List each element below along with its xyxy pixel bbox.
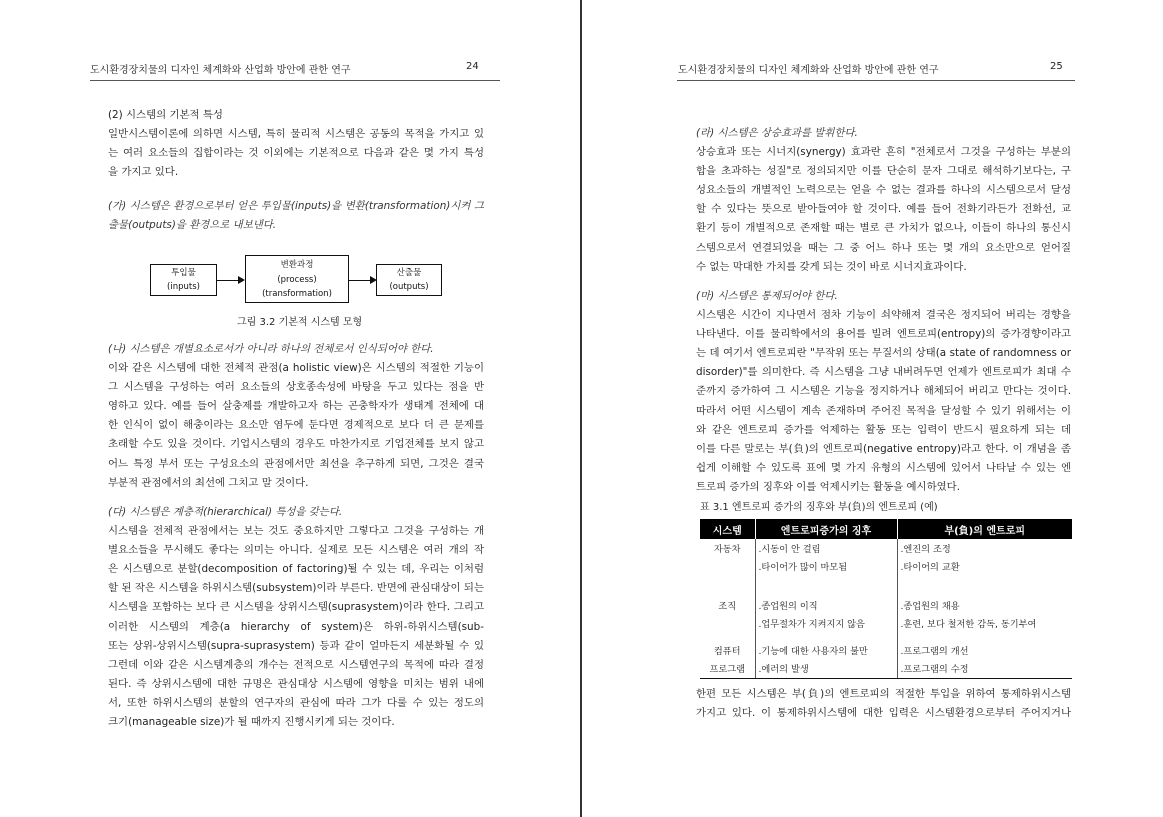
- page-number-left: 24: [466, 61, 479, 72]
- header-rule-right: [677, 80, 1075, 81]
- process-label: 변환과정: [280, 260, 314, 270]
- input-box: [150, 264, 217, 296]
- subsection-da: [108, 503, 484, 732]
- arrow-line: [349, 280, 371, 281]
- text-line: 그런데 이와 같은 시스템계층의 개수는 전적으로 시스템연구의 목적에 따라 결정: [108, 658, 484, 671]
- text-line: 일반시스템이론에 의하면 시스템, 특히 물리적 시스템은 공동의 목적을 가지고 있: [108, 128, 484, 141]
- text-line: 이러한 시스템의 계층(a hierarchy of system)은 하위-하위시스템(sub-: [108, 620, 484, 633]
- subsection-ma: [696, 287, 1071, 497]
- text-line: 성요소들의 개별적인 노력으로는 얻을 수 없는 결과를 하나의 시스템으로서 달성: [696, 184, 1071, 197]
- text-line: 시스템은 시간이 지나면서 점차 기능이 쇠약해져 결국은 정지되어 버리는 경향을: [696, 309, 1071, 322]
- text-line: 서, 또한 하위시스템의 분할의 연구자의 관심에 따라 그가 다룰 수 있는 정도의: [108, 696, 484, 709]
- table-cell-system: [700, 586, 755, 633]
- cell-text: .프로그램의 개선: [900, 646, 969, 657]
- section-block: [108, 106, 484, 182]
- text-line: 은 시스템으로 분할(decomposition of factoring)될 수 있는 데, 우리는 이처럼: [108, 563, 484, 576]
- table-row: [700, 586, 1072, 633]
- text-line: 할 된 작은 시스템을 하위시스템(subsystem)이라 부른다. 반면에 관심대상이 되는: [108, 582, 484, 595]
- cell-text: 조직: [718, 601, 737, 612]
- process-box: [245, 255, 349, 303]
- cell-text: .훈련, 보다 철저한 감독, 동기부여: [900, 618, 1037, 630]
- subsection-ra-title: (라) 시스템은 상승효과를 발휘한다.: [696, 127, 858, 139]
- process-sub-label: (process): [277, 274, 317, 285]
- running-head-left: 도시환경장치물의 디자인 체계화와 산업화 방안에 관한 연구: [90, 65, 351, 76]
- text-line: 나타낸다. 이를 물리학에서의 용어를 빌려 엔트로피(entropy)의 증가경향이라고: [696, 328, 1071, 341]
- subsection-na-title: (나) 시스템은 개별요소로서가 아니라 하나의 전체로서 인식되어야 한다.: [108, 343, 434, 355]
- text-line: 상승효과 또는 시너지(synergy) 효과란 흔히 "전체로서 그것을 구성하는 부분의: [696, 146, 1071, 159]
- table-cell-remedies: [897, 633, 1072, 679]
- subsection-ma-title: (마) 시스템은 통제되어야 한다.: [696, 290, 838, 302]
- header-rule-left: [90, 80, 500, 81]
- table-row: [700, 539, 1072, 586]
- text-line: 크기(manageable size)가 될 때까지 진행시키게 되는 것이다.: [108, 716, 395, 729]
- table-header-symptoms: 엔트로피증가의 징후: [755, 519, 897, 539]
- text-line: 이를 다른 말로는 부(負)의 엔트로피(negative entropy)라고 한다. 이 개념을 좀: [696, 442, 1071, 455]
- text-line: 출물(outputs)을 환경으로 내보낸다.: [108, 219, 277, 232]
- left-page: [0, 0, 581, 817]
- transformation-label: (transformation): [262, 289, 332, 299]
- text-line: (가) 시스템은 환경으로부터 얻은 투입물(inputs)을 변환(transformation)시켜 그: [108, 200, 484, 212]
- table-cell-symptoms: [755, 539, 897, 586]
- text-line: 부분적 관점에서의 최선에 그치고 말 것이다.: [108, 476, 309, 489]
- text-line: 는 데 여기서 엔트로피란 "무작위 또는 무질서의 상태(a state of randomness or: [696, 347, 1071, 360]
- cell-text: .타이어가 많이 마모됨: [758, 561, 848, 573]
- text-line: 시스템을 포함하는 보다 큰 시스템을 상위시스템(suprasystem)이라 한다. 그리고: [108, 601, 484, 614]
- text-line: 한편 모든 시스템은 부(負)의 엔트로피의 적절한 투입을 위하여 통제하위시스템: [696, 688, 1071, 700]
- cell-text: 컴퓨터: [713, 646, 741, 657]
- closing-paragraph: [696, 685, 1071, 723]
- cell-text: 자동차: [713, 544, 741, 555]
- page-spine: [580, 0, 582, 817]
- text-line: 는 여러 요소들의 집합이라는 것 이외에는 기본적으로 다음과 같은 몇 가지 특성: [108, 147, 484, 160]
- text-line: 따라서 어떤 시스템이 계속 존재하며 주어진 목적을 달성할 수 있기 위해서는 이: [696, 404, 1071, 417]
- table-cell-system: [700, 539, 755, 586]
- text-line: 스템으로서 연결되었을 때는 그 중 어느 하나 또는 몇 개의 요소만으로 얻어질: [696, 241, 1071, 254]
- figure-caption: 그림 3.2 기본적 시스템 모형: [237, 317, 363, 328]
- text-line: 이와 같은 시스템에 대한 전체적 관점(a holistic view)은 시스템의 적절한 기능이: [108, 362, 484, 375]
- text-line: 준까지 증가하여 그 시스템은 기능을 정지하거나 해체되어 버리고 만다는 것이다.: [696, 385, 1071, 398]
- table-caption: 표 3.1 엔트로피 증가의 징후와 부(負)의 엔트로피 (예): [700, 502, 938, 513]
- table-cell-symptoms: [755, 586, 897, 633]
- text-line: 별요소들을 무시해도 좋다는 의미는 아니다. 실제로 모든 시스템은 여러 개의 작: [108, 544, 484, 557]
- text-line: 또는 상위-상위시스템(supra-suprasystem) 등과 같이 얼마든지 세분화될 수 있: [108, 639, 484, 652]
- input-sub-label: (inputs): [167, 282, 200, 292]
- subsection-na: [108, 340, 484, 493]
- text-line: 된다. 즉 상위시스템에 대한 규명은 관심대상 시스템에 영향을 미치는 범위 내에: [108, 677, 484, 690]
- arrow-line: [217, 280, 239, 281]
- cell-text: .시동이 안 걸림: [758, 544, 821, 555]
- text-line: 환기 등이 개별적으로 존재할 때는 별로 큰 가치가 없으나, 이들이 하나의 통신시: [696, 222, 1071, 235]
- table-header-row: [700, 519, 1072, 539]
- text-line: 그 시스템을 구성하는 여러 요소들의 상호종속성에 바탕을 두고 있다는 점을 반: [108, 381, 484, 394]
- table-cell-remedies: [897, 586, 1072, 633]
- text-line: 합을 초과하는 성질"로 정의되지만 이를 단순히 문자 그대로 해석하기보다는, 구: [696, 165, 1071, 178]
- text-line: 수 없는 막대한 가치를 갖게 되는 것이 바로 시너지효과이다.: [696, 260, 967, 273]
- text-line: disorder)"를 의미한다. 즉 시스템을 그냥 내버려두면 언제가 엔트로피가 최대 수: [696, 366, 1071, 379]
- text-line: 트로피 증가의 징후와 이를 억제시키는 활동을 예시하였다.: [696, 480, 961, 493]
- text-line: 할 수 있다는 뜻으로 받아들여야 할 것이다. 예를 들어 전화기라든가 전화선, 교: [696, 203, 1071, 216]
- text-line: 한 인식이 없이 해충이라는 요소만 염두에 둔다면 경제적으로 보다 더 큰 문제를: [108, 419, 484, 432]
- section-title: (2) 시스템의 기본적 특성: [108, 109, 223, 121]
- table-cell-system: [700, 633, 755, 679]
- arrow-right-icon: [238, 276, 245, 284]
- subsection-ga-title: [108, 197, 484, 235]
- text-line: 초래할 수도 있을 것이다. 기업시스템의 경우도 마찬가지로 기업전체를 보지 않고: [108, 438, 484, 451]
- cell-text: .업무절차가 지켜지지 않음: [758, 618, 865, 630]
- output-box: [376, 264, 442, 296]
- cell-text: .종업원의 이직: [758, 601, 818, 612]
- subsection-ra: [696, 124, 1071, 277]
- text-line: 시스템을 전체적 관점에서는 보는 것도 중요하지만 그렇다고 그것을 구성하는 개: [108, 525, 484, 538]
- cell-text: 프로그램: [709, 663, 745, 675]
- table-cell-symptoms: [755, 633, 897, 679]
- subsection-da-title: (다) 시스템은 계층적(hierarchical) 특성을 갖는다.: [108, 506, 343, 518]
- cell-text: .프로그램의 수정: [900, 663, 969, 675]
- entropy-table: [700, 519, 1072, 679]
- output-sub-label: (outputs): [389, 282, 429, 292]
- text-line: 어느 특정 부서 또는 구성요소의 관점에서만 최선을 추구하게 되면, 그것은 결국: [108, 457, 484, 470]
- cell-text: .타이어의 교환: [900, 561, 960, 573]
- output-label: 산출물: [396, 268, 422, 278]
- page-number-right: 25: [1050, 61, 1063, 72]
- cell-text: .기능에 대한 사용자의 불만: [758, 646, 868, 657]
- cell-text: .종업원의 채용: [900, 601, 960, 612]
- text-line: 을 가지고 있다.: [108, 166, 179, 179]
- text-line: 와 같은 엔트로피 증가를 억제하는 활동 또는 입력이 반드시 필요하게 되는 데: [696, 423, 1071, 436]
- table-header-system: 시스템: [700, 519, 755, 539]
- text-line: 가지고 있다. 이 통제하위시스템에 대한 입력은 시스템환경으로부터 주어지거나: [696, 707, 1071, 720]
- cell-text: .에러의 발생: [758, 663, 809, 675]
- cell-text: .엔진의 조정: [900, 544, 951, 555]
- input-label: 투입물: [171, 268, 196, 278]
- table-cell-remedies: [897, 539, 1072, 586]
- text-line: 쉽게 이해할 수 있도록 표에 몇 가지 유형의 시스템에 있어서 나타날 수 있는 엔: [696, 461, 1071, 474]
- text-line: 영하고 있다. 예를 들어 살충제를 개발하고자 하는 곤충학자가 생태계 전체에 대: [108, 400, 484, 413]
- table-row: [700, 633, 1072, 679]
- running-head-right: 도시환경장치물의 디자인 체계화와 산업화 방안에 관한 연구: [678, 65, 939, 76]
- table-header-remedies: 부(負)의 엔트로피: [897, 519, 1072, 539]
